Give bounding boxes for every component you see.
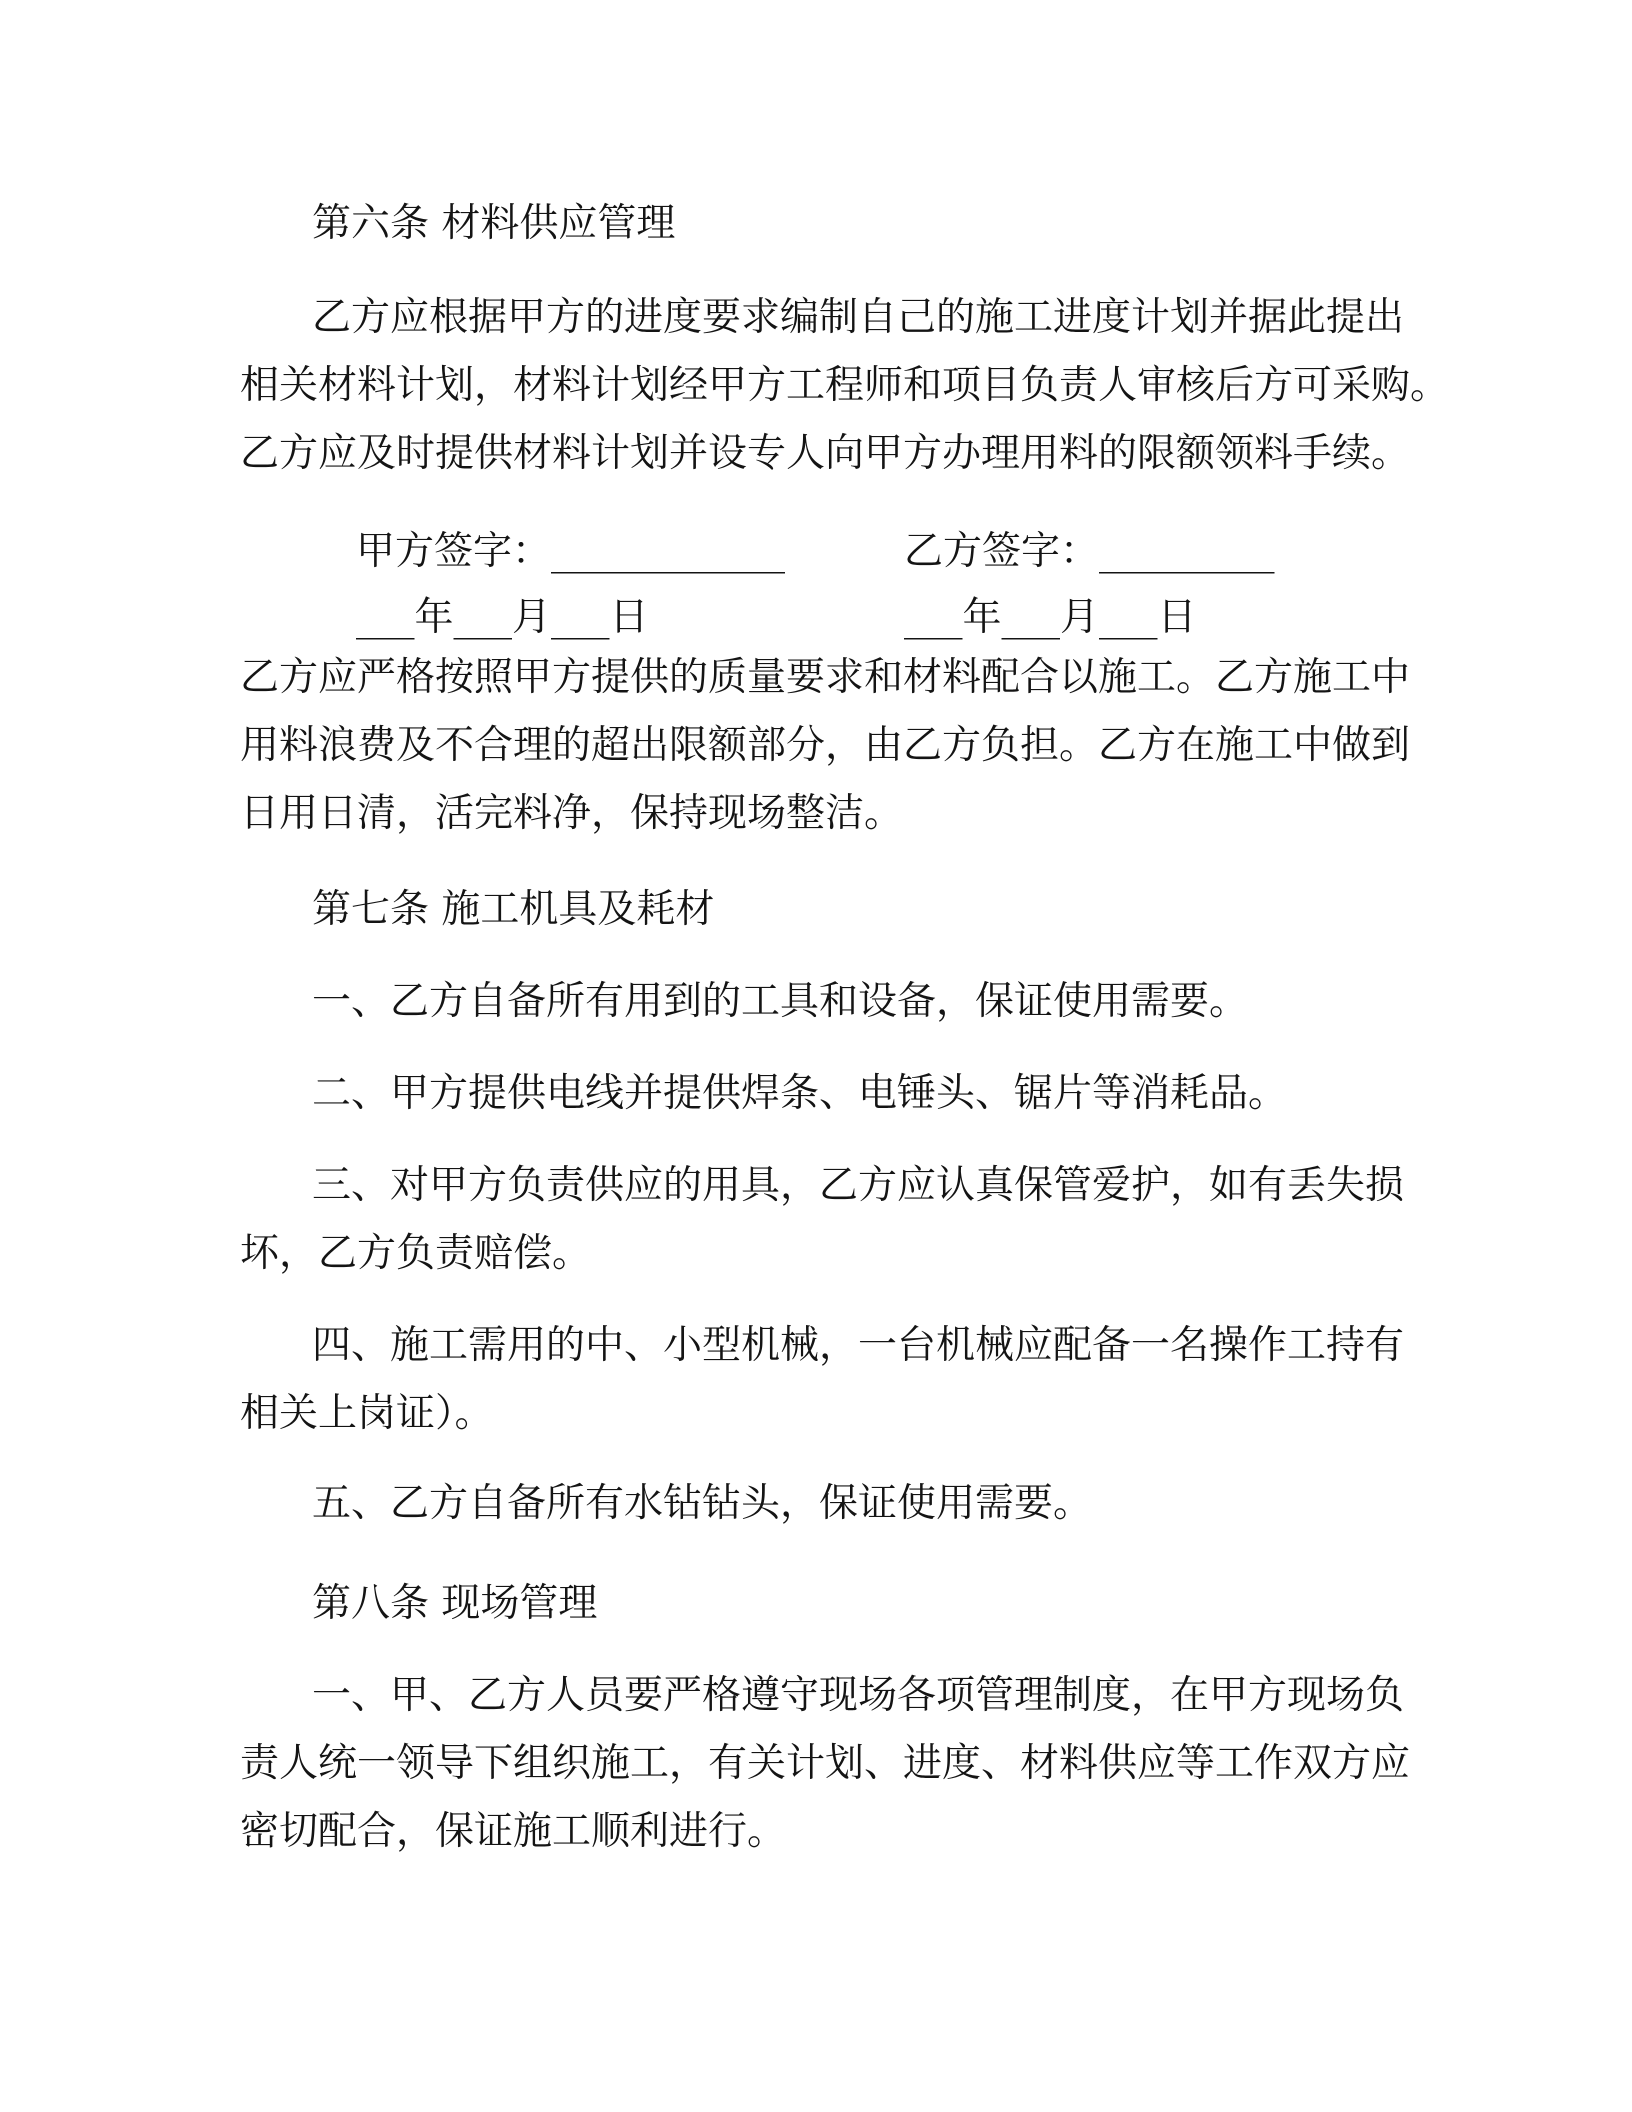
paragraph-line: 坏，乙方负责赔偿。	[240, 1231, 592, 1276]
party-a-signature-label: 甲方签字：____________	[356, 529, 786, 574]
paragraph-line: 用料浪费及不合理的超出限额部分，由乙方负担。乙方在施工中做到	[240, 723, 1411, 768]
party-b-signature-date: ___年___月___日	[904, 595, 1197, 640]
paragraph-line: 一、乙方自备所有用到的工具和设备，保证使用需要。	[312, 979, 1249, 1024]
article-6-paragraph-2	[240, 644, 1410, 848]
article-7-item-4	[240, 1312, 1404, 1448]
article-6-paragraph-1	[240, 284, 1449, 488]
paragraph-line: 四、施工需用的中、小型机械，一台机械应配备一名操作工持有	[312, 1323, 1405, 1368]
paragraph-line: 二、甲方提供电线并提供焊条、电锤头、锯片等消耗品。	[312, 1071, 1288, 1116]
paragraph-line: 乙方应严格按照甲方提供的质量要求和材料配合以施工。乙方施工中	[240, 655, 1411, 700]
article-7-item-2	[240, 1060, 1287, 1128]
paragraph-line: 相关材料计划，材料计划经甲方工程师和项目负责人审核后方可采购。	[240, 363, 1450, 408]
article-7-heading: 第七条 施工机具及耗材	[312, 887, 715, 932]
paragraph-line: 日用日清，活完料净，保持现场整洁。	[240, 791, 904, 836]
article-8-heading: 第八条 现场管理	[312, 1581, 598, 1626]
paragraph-line: 乙方应根据甲方的进度要求编制自己的施工进度计划并据此提出	[312, 295, 1405, 340]
paragraph-line: 乙方应及时提供材料计划并设专人向甲方办理用料的限额领料手续。	[240, 431, 1411, 476]
party-a-signature-date: ___年___月___日	[356, 595, 649, 640]
article-8-item-1	[240, 1662, 1410, 1866]
paragraph-line: 责人统一领导下组织施工，有关计划、进度、材料供应等工作双方应	[240, 1741, 1411, 1786]
article-6-heading: 第六条 材料供应管理	[312, 201, 676, 246]
paragraph-line: 三、对甲方负责供应的用具，乙方应认真保管爱护，如有丢失损	[312, 1163, 1405, 1208]
article-7-item-3	[240, 1152, 1404, 1288]
paragraph-line: 一、甲、乙方人员要严格遵守现场各项管理制度，在甲方现场负	[312, 1673, 1405, 1718]
article-7-item-5	[240, 1470, 1092, 1538]
article-7-item-1	[240, 968, 1248, 1036]
paragraph-line: 相关上岗证）。	[240, 1391, 494, 1436]
paragraph-line: 五、乙方自备所有水钻钻头，保证使用需要。	[312, 1481, 1093, 1526]
party-b-signature-label: 乙方签字：_________	[904, 529, 1275, 574]
paragraph-line: 密切配合，保证施工顺利进行。	[240, 1809, 787, 1854]
